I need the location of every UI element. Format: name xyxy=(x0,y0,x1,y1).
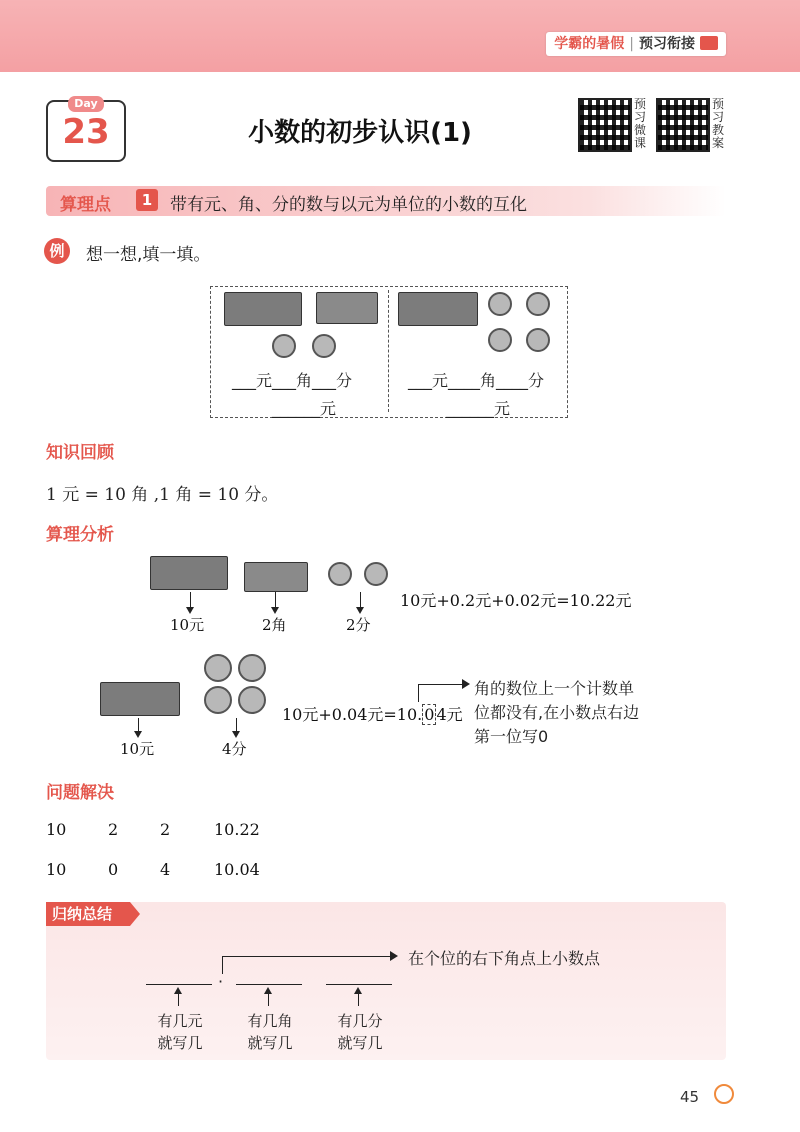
one-fen-coin-icon xyxy=(526,328,550,352)
one-fen-coin-icon xyxy=(238,654,266,682)
example-badge: 例 xyxy=(44,238,70,264)
money-figure-divider xyxy=(388,290,389,412)
answer-cell: 2 xyxy=(108,820,119,839)
caption-fen: 有几分 就写几 xyxy=(337,1012,383,1052)
two-fen-coin-icon xyxy=(364,562,388,586)
equation-row1: 10元+0.2元+0.02元=10.22元 xyxy=(400,591,632,610)
ten-yuan-note-icon xyxy=(398,292,478,326)
answer-cell: 4 xyxy=(160,860,171,879)
answer-cell: 2 xyxy=(160,820,171,839)
one-fen-coin-icon xyxy=(204,686,232,714)
analysis-heading: 算理分析 xyxy=(46,525,114,545)
one-fen-coin-icon xyxy=(238,686,266,714)
series-right: 预习衔接 xyxy=(639,36,695,52)
sun-icon xyxy=(714,1084,734,1104)
section-text: 带有元、角、分的数与以元为单位的小数的互化 xyxy=(170,195,527,215)
digit-line-jiao xyxy=(236,984,302,985)
series-badge: 学霸的暑假 | 预习衔接 xyxy=(546,32,726,56)
label-4-fen: 4分 xyxy=(222,740,247,758)
review-heading: 知识回顾 xyxy=(46,443,114,463)
note-line-1: 角的数位上一个计数单 xyxy=(474,679,635,698)
answer-cell: 10.04 xyxy=(214,860,260,879)
series-left: 学霸的暑假 xyxy=(554,36,625,52)
two-fen-coin-icon xyxy=(328,562,352,586)
book-icon xyxy=(700,36,718,50)
summary-connector-horizontal xyxy=(222,956,394,957)
day-label: Day xyxy=(68,96,104,112)
ten-yuan-note-icon xyxy=(100,682,180,716)
solution-heading: 问题解决 xyxy=(46,783,114,803)
qr-code-icon[interactable] xyxy=(578,98,632,152)
fill-line-right-2: ______元 xyxy=(446,399,511,418)
two-jiao-note-icon xyxy=(316,292,378,324)
day-number: 23 xyxy=(62,112,110,152)
equation-row2-zero: 0 xyxy=(424,705,435,724)
equation-row2 xyxy=(282,702,463,725)
answer-cell: 10 xyxy=(46,860,67,879)
arrow-down xyxy=(236,718,237,736)
label-10-yuan: 10元 xyxy=(170,616,205,634)
arrow-down xyxy=(190,592,191,612)
arrow-up xyxy=(358,990,359,1006)
label-2-jiao: 2角 xyxy=(262,616,287,634)
ten-yuan-note-icon xyxy=(224,292,302,326)
one-fen-coin-icon xyxy=(204,654,232,682)
digit-line-yuan xyxy=(146,984,212,985)
review-text: 1 元 = 10 角 ,1 角 = 10 分。 xyxy=(46,485,279,505)
arrow-right-icon xyxy=(390,951,398,961)
caption-jiao: 有几角 就写几 xyxy=(247,1012,293,1052)
arrow-right-icon xyxy=(462,679,470,689)
arrow-down xyxy=(138,718,139,736)
example-prompt: 想一想,填一填。 xyxy=(86,245,211,265)
two-fen-coin-icon xyxy=(312,334,336,358)
summary-tag: 归纳总结 xyxy=(46,902,130,926)
section-label: 算理点 xyxy=(60,195,111,215)
decimal-point: · xyxy=(218,972,224,991)
label-2-fen: 2分 xyxy=(346,616,371,634)
answer-cell: 10.22 xyxy=(214,820,260,839)
note-connector-vertical xyxy=(418,684,419,702)
summary-note: 在个位的右下角点上小数点 xyxy=(408,949,601,968)
fill-line-left-2: ______元 xyxy=(272,399,337,418)
answer-cell: 0 xyxy=(108,860,119,879)
page-title: 小数的初步认识(1) xyxy=(248,118,472,148)
note-line-3: 第一位写0 xyxy=(474,727,549,746)
page-number: 45 xyxy=(680,1088,700,1106)
one-fen-coin-icon xyxy=(526,292,550,316)
label-10-yuan-2: 10元 xyxy=(120,740,155,758)
caption-yuan: 有几元 就写几 xyxy=(157,1012,203,1052)
fill-line-right-1: ___元____角____分 xyxy=(408,371,545,390)
digit-line-fen xyxy=(326,984,392,985)
fill-line-left-1: ___元___角___分 xyxy=(232,371,353,390)
ten-yuan-note-icon xyxy=(150,556,228,590)
two-fen-coin-icon xyxy=(272,334,296,358)
qr-code-icon[interactable] xyxy=(656,98,710,152)
arrow-up xyxy=(178,990,179,1006)
answer-cell: 10 xyxy=(46,820,67,839)
one-fen-coin-icon xyxy=(488,328,512,352)
qr-label-1: 预习微课 xyxy=(634,97,647,150)
note-connector-horizontal xyxy=(418,684,466,685)
section-number: 1 xyxy=(136,189,158,211)
arrow-down xyxy=(360,592,361,612)
two-jiao-note-icon xyxy=(244,562,308,592)
arrow-up xyxy=(268,990,269,1006)
qr-label-2: 预习教案 xyxy=(712,97,725,150)
note-line-2: 位都没有,在小数点右边 xyxy=(474,703,640,722)
arrow-down xyxy=(275,592,276,612)
equation-row2-left: 10元+0.04元=10. xyxy=(282,705,423,724)
one-fen-coin-icon xyxy=(488,292,512,316)
equation-row2-right: 4元 xyxy=(436,705,463,724)
